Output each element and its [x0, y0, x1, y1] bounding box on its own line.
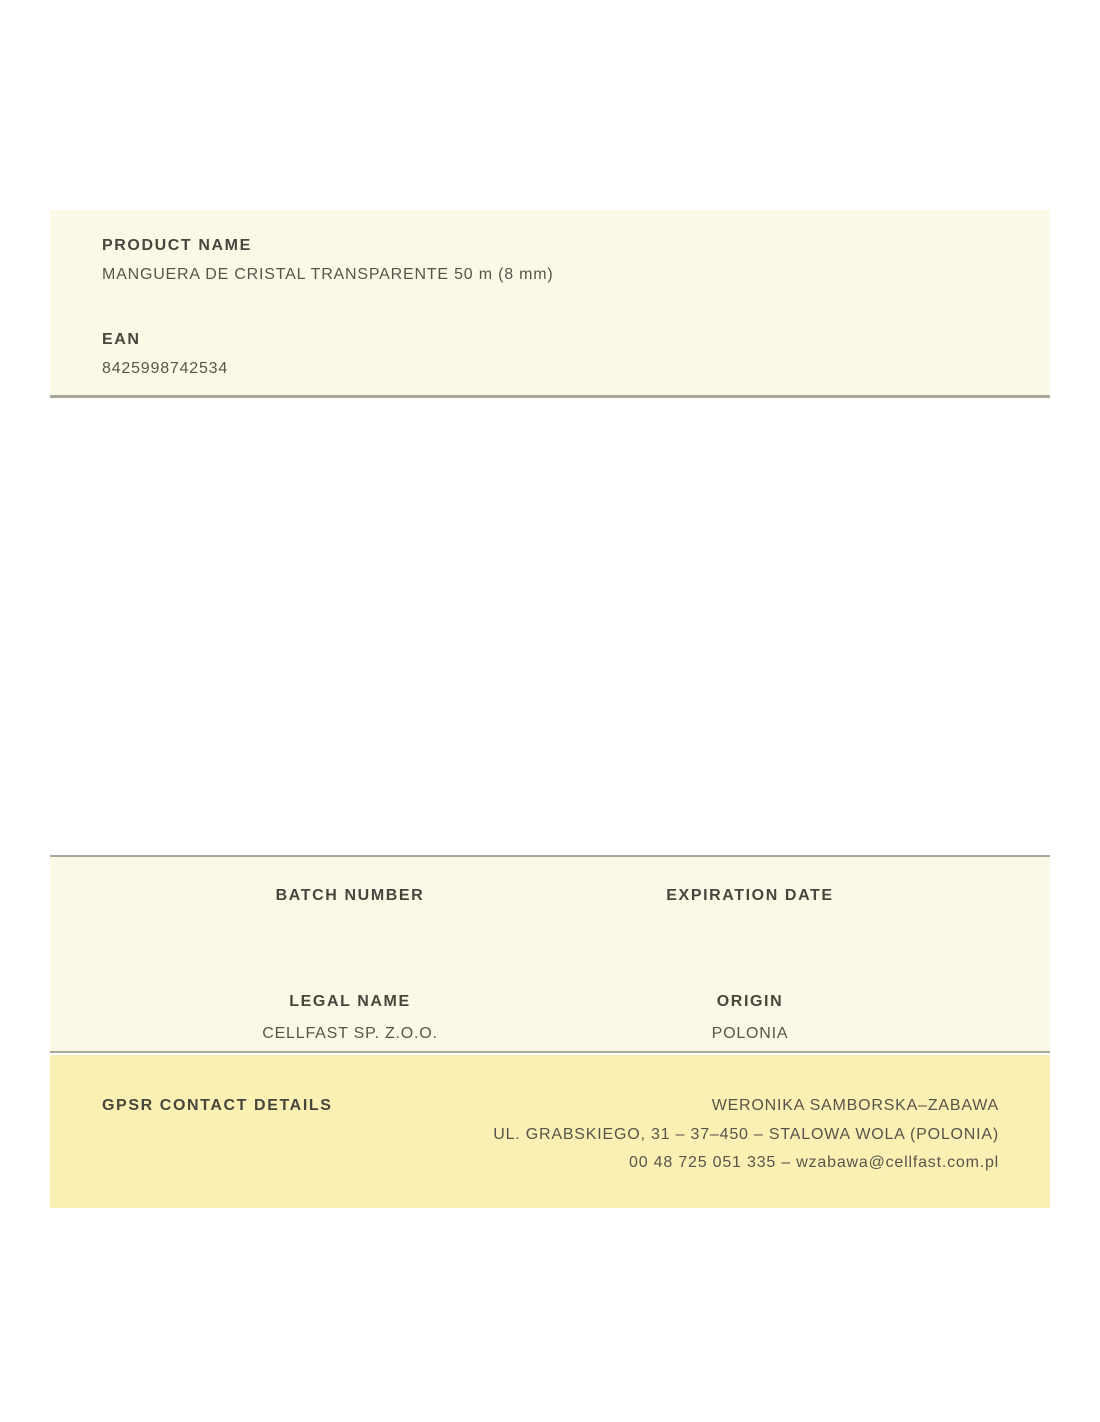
batch-number-value: [150, 919, 550, 993]
origin-label: ORIGIN: [716, 993, 784, 1010]
ean-value: 8425998742534: [102, 360, 229, 377]
ean-label: EAN: [102, 331, 141, 348]
gpsr-contact-details-label: GPSR CONTACT DETAILS: [102, 1097, 333, 1114]
expiration-date-value: [550, 919, 950, 993]
legal-name-label: LEGAL NAME: [289, 993, 411, 1010]
gpsr-contact-panel: [50, 1055, 1050, 1208]
expiration-date-label: EXPIRATION DATE: [666, 887, 834, 904]
gpsr-contact-name: WERONIKA SAMBORSKA–ZABAWA: [711, 1097, 999, 1114]
product-name-value: MANGUERA DE CRISTAL TRANSPARENTE 50 m (8 mm): [102, 266, 554, 283]
legal-name-value: CELLFAST SP. Z.O.O.: [262, 1025, 438, 1042]
product-name-label: PRODUCT NAME: [102, 237, 252, 254]
gpsr-contact-address: UL. GRABSKIEGO, 31 – 37–450 – STALOWA WOLA (POLONIA): [493, 1125, 999, 1143]
batch-info-panel: [50, 855, 1050, 1053]
product-info-panel: [50, 210, 1050, 398]
batch-number-label: BATCH NUMBER: [275, 887, 425, 904]
batch-info-grid: [150, 887, 950, 1043]
origin-value: POLONIA: [711, 1025, 789, 1042]
gpsr-contact-phone-email: 00 48 725 051 335 – wzabawa@cellfast.com.pl: [629, 1154, 999, 1171]
gpsr-contact-block: [493, 1092, 999, 1178]
